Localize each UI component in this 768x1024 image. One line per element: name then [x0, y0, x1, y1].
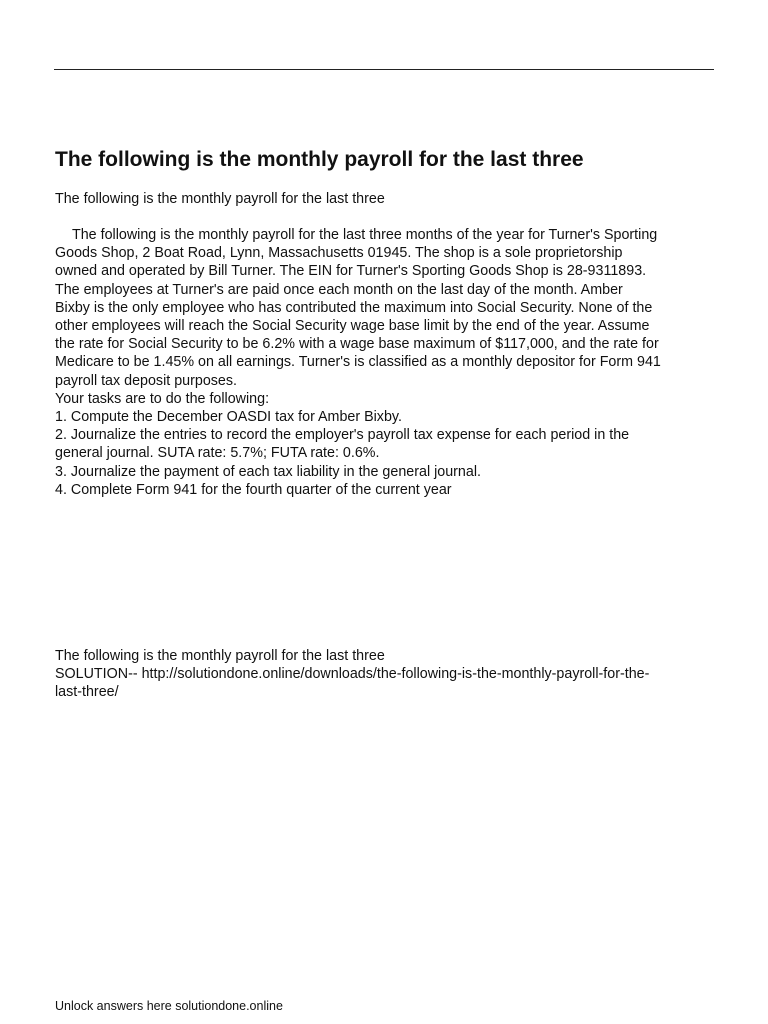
body-line: The employees at Turner's are paid once each month on the last day of the month. Amber [55, 281, 623, 298]
task-item-3: 3. Journalize the payment of each tax liability in the general journal. [55, 463, 481, 480]
body-line: The following is the monthly payroll for the last three months of the year for Turner's Sporting [72, 227, 658, 243]
header-divider [54, 69, 714, 70]
body-line: Bixby is the only employee who has contributed the maximum into Social Security. None of the [55, 299, 653, 316]
body-line: owned and operated by Bill Turner. The EIN for Turner's Sporting Goods Shop is 28-9311893. [55, 263, 647, 280]
page-title: The following is the monthly payroll for the last three [55, 148, 584, 171]
page-subtitle: The following is the monthly payroll for the last three [55, 191, 385, 207]
solution-heading: The following is the monthly payroll for the last three [55, 648, 385, 664]
unlock-note: Unlock answers here solutiondone.online [55, 999, 283, 1013]
body-line: other employees will reach the Social Security wage base limit by the end of the year. Assume [55, 318, 650, 335]
tasks-heading: Your tasks are to do the following: [55, 390, 270, 407]
body-text [55, 226, 720, 499]
solution-block [55, 647, 720, 702]
task-item-1: 1. Compute the December OASDI tax for Amber Bixby. [55, 409, 402, 426]
task-item-4: 4. Complete Form 941 for the fourth quarter of the current year [55, 481, 452, 498]
solution-link-continued[interactable]: last-three/ [55, 684, 119, 701]
body-line: the rate for Social Security to be 6.2% with a wage base maximum of $117,000, and the rate for [55, 336, 659, 353]
body-line: Goods Shop, 2 Boat Road, Lynn, Massachusetts 01945. The shop is a sole proprietorship [55, 245, 623, 262]
body-line: payroll tax deposit purposes. [55, 372, 237, 389]
task-item-2-continued: general journal. SUTA rate: 5.7%; FUTA rate: 0.6%. [55, 445, 380, 462]
solution-link[interactable]: SOLUTION-- http://solutiondone.online/downloads/the-following-is-the-monthly-payroll-for-the- [55, 666, 650, 683]
task-item-2: 2. Journalize the entries to record the employer's payroll tax expense for each period in the [55, 427, 630, 444]
body-line: Medicare to be 1.45% on all earnings. Turner's is classified as a monthly depositor for Form 941 [55, 354, 661, 371]
